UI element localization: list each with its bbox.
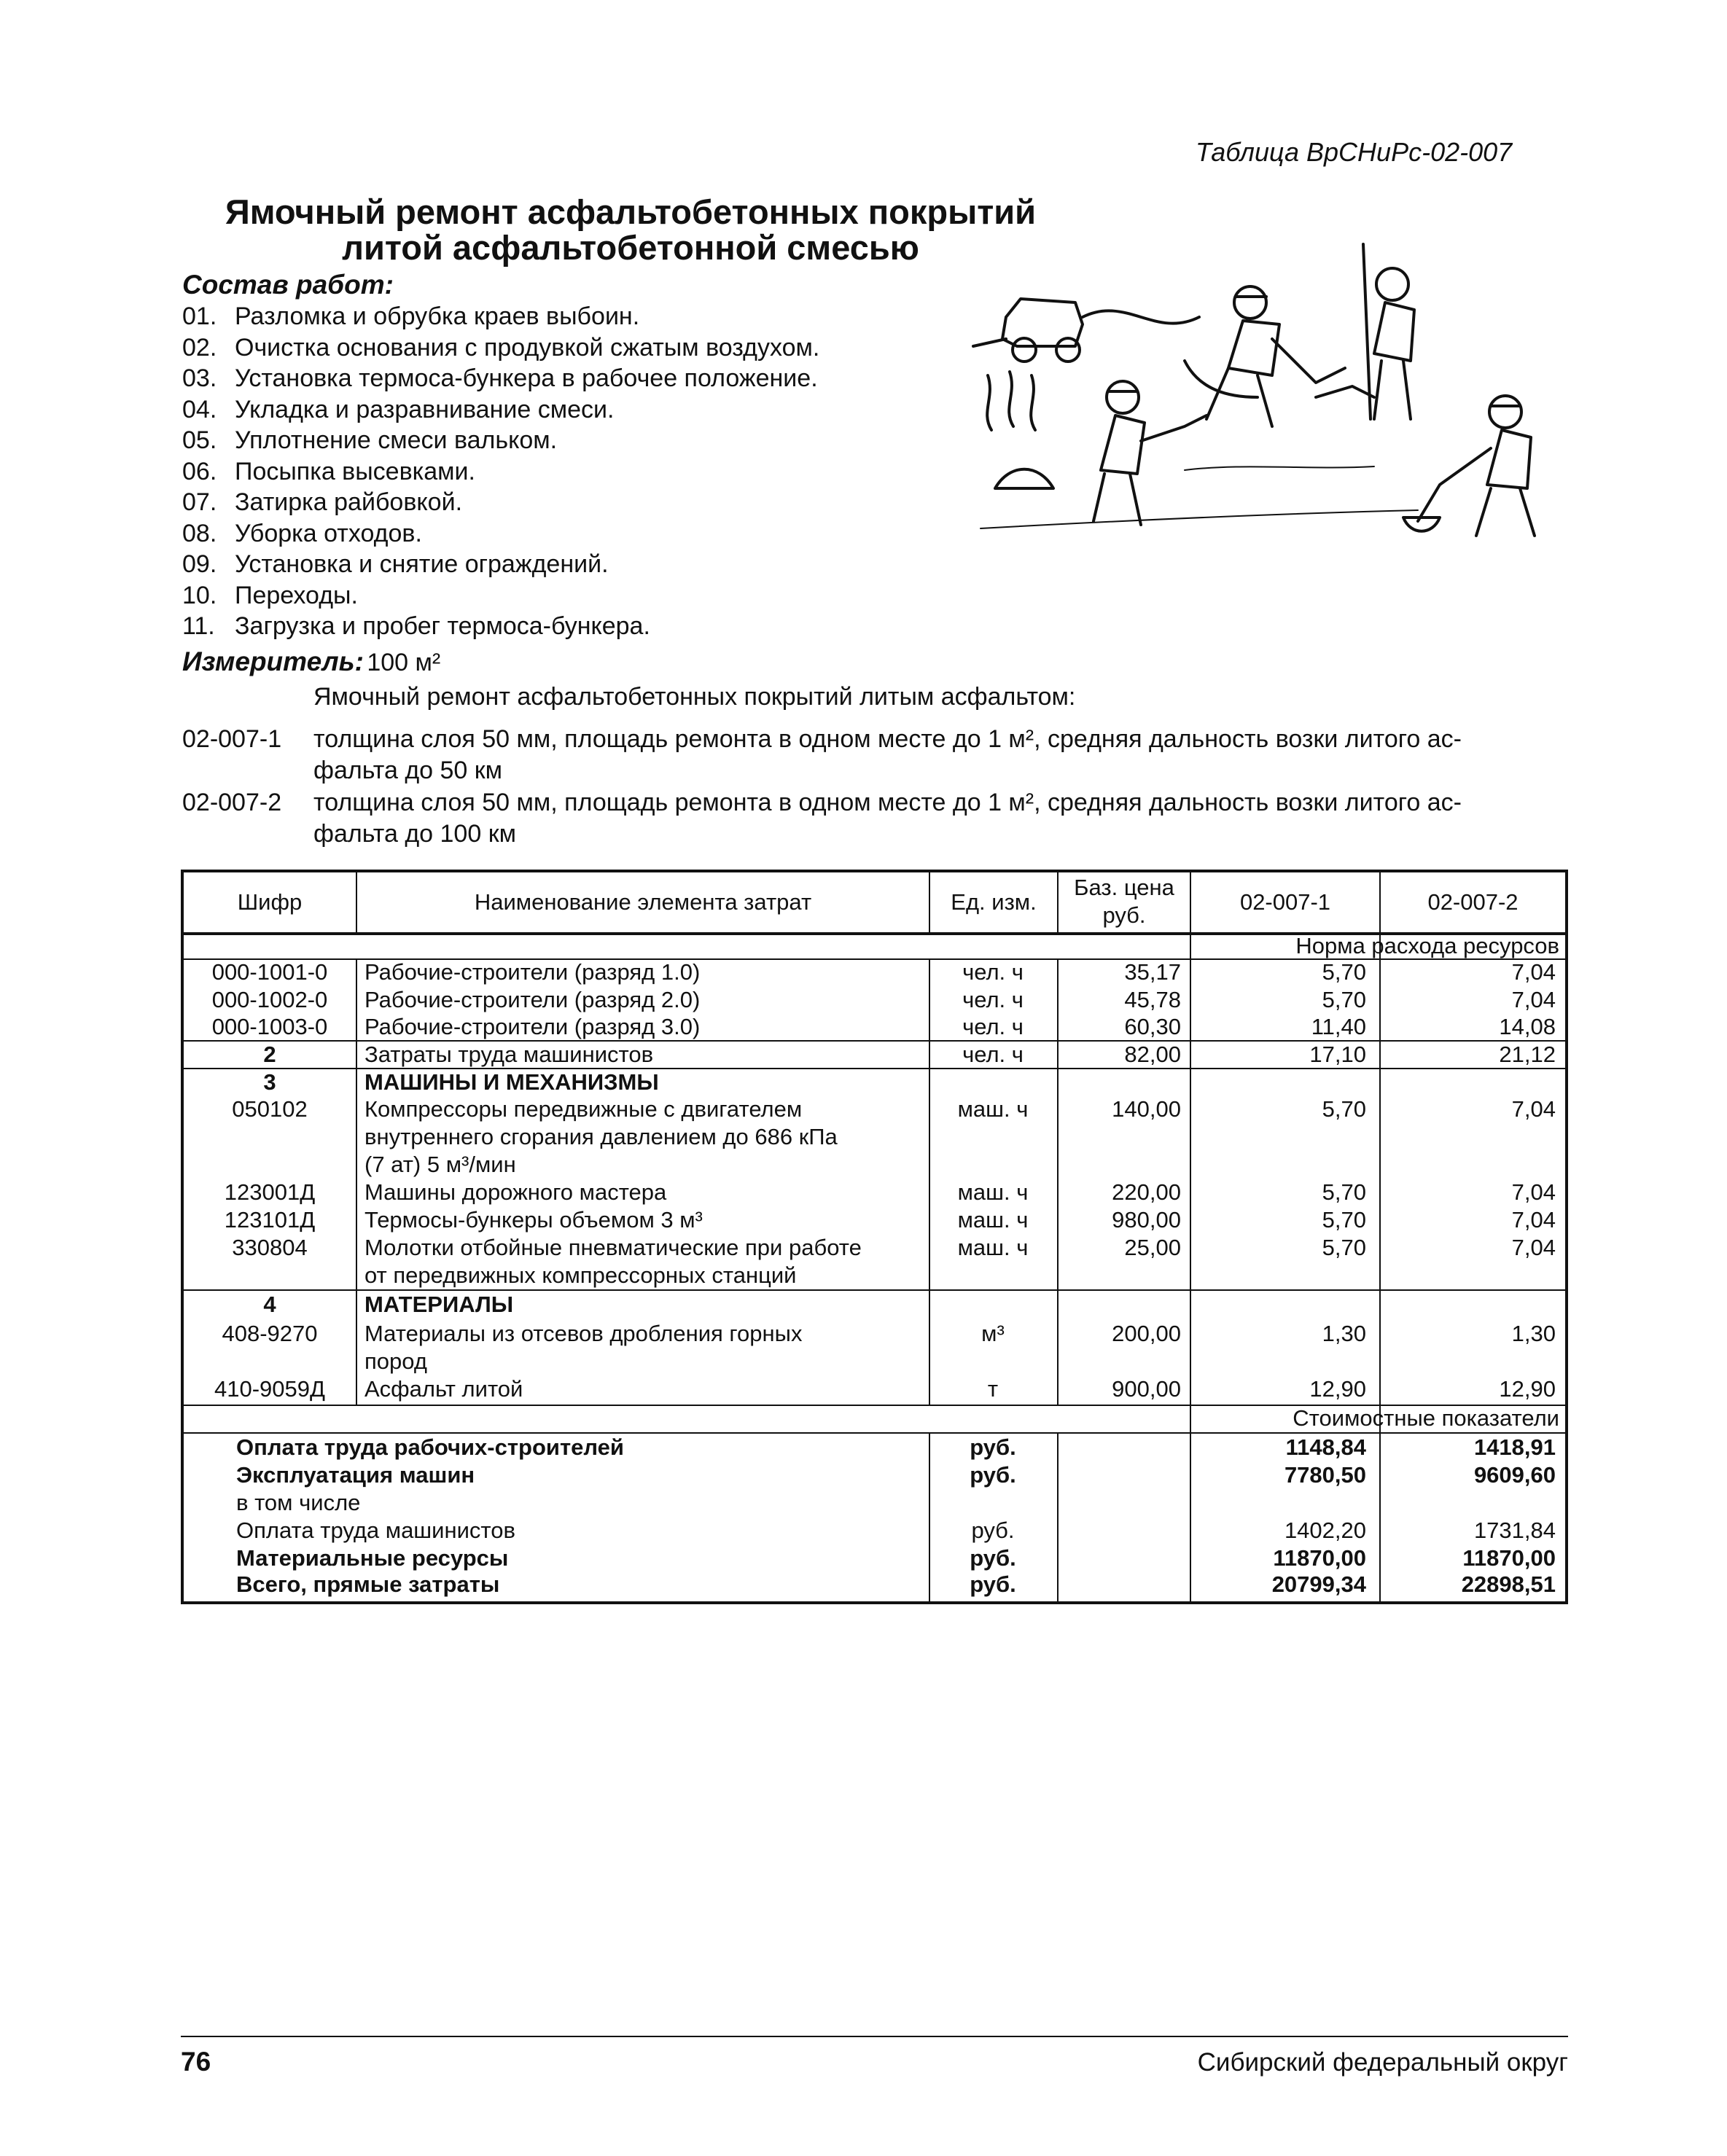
row-value-2: 1,30 (1511, 1321, 1556, 1346)
section-cost-label: Стоимостные показатели (1293, 1405, 1559, 1431)
row-price: 980,00 (1112, 1207, 1181, 1233)
row-value-1: 11,40 (1311, 1014, 1366, 1039)
table-reference: Таблица ВрСНиРс-02-007 (1196, 137, 1513, 167)
row-price: 900,00 (1112, 1376, 1181, 1402)
item-description: толщина слоя 50 мм, площадь ремонта в одном месте до 1 м², средняя дальность возки литого ас- (313, 789, 1462, 816)
cost-unit: руб. (971, 1518, 1015, 1543)
row-value-1: 5,70 (1322, 1096, 1366, 1122)
work-item: 05. Уплотнение смеси вальком. (182, 426, 558, 454)
page-title-line-1: Ямочный ремонт асфальтобетонных покрытий (225, 192, 1037, 231)
items-intro: Ямочный ремонт асфальтобетонных покрытий литым асфальтом: (313, 683, 1076, 711)
row-code: 123101Д (224, 1207, 316, 1233)
col-header-unit: Ед. изм. (951, 889, 1037, 915)
row-unit: маш. ч (957, 1179, 1029, 1205)
row-code: 330804 (232, 1235, 308, 1260)
row-code: 123001Д (224, 1179, 316, 1205)
row-code: 000-1001-0 (211, 959, 328, 985)
section-code: 3 (263, 1069, 276, 1095)
item-description-cont: фальта до 100 км (313, 819, 516, 848)
row-name: Рабочие-строители (разряд 2.0) (364, 987, 701, 1012)
section-norm-label: Норма расхода ресурсов (1295, 933, 1559, 958)
row-value-2: 7,04 (1511, 987, 1556, 1012)
work-item: 04. Укладка и разравнивание смеси. (182, 395, 615, 423)
meter-value: 100 м² (367, 649, 441, 676)
row-unit: маш. ч (957, 1096, 1029, 1122)
cost-value-1: 1148,84 (1285, 1434, 1366, 1460)
row-name: Затраты труда машинистов (364, 1042, 654, 1067)
page-title-line-2: литой асфальтобетонной смесью (342, 228, 919, 267)
row-code: 2 (263, 1042, 276, 1067)
section-code: 4 (263, 1292, 276, 1317)
row-unit: чел. ч (962, 1042, 1024, 1067)
item-description-cont: фальта до 50 км (313, 756, 503, 784)
col-header-02-007-2: 02-007-2 (1427, 889, 1519, 915)
row-code: 410-9059Д (214, 1376, 325, 1402)
row-unit: чел. ч (962, 987, 1024, 1012)
cost-name: Оплата труда машинистов (236, 1518, 515, 1543)
col-header-name: Наименование элемента затрат (474, 889, 812, 915)
row-value-2: 7,04 (1511, 1235, 1556, 1260)
work-item: 10. Переходы. (182, 581, 358, 609)
row-unit: м³ (981, 1321, 1005, 1346)
row-price: 140,00 (1112, 1096, 1181, 1122)
row-value-1: 5,70 (1322, 1207, 1366, 1233)
row-code: 000-1003-0 (211, 1014, 328, 1039)
items-list (182, 724, 1567, 849)
col-header-price-unit: руб. (1102, 902, 1146, 928)
work-item: 01. Разломка и обрубка краев выбоин. (182, 302, 640, 330)
row-price: 220,00 (1112, 1179, 1181, 1205)
row-name-cont: внутреннего сгорания давлением до 686 кПа (364, 1124, 838, 1149)
row-unit: маш. ч (957, 1207, 1029, 1233)
cost-unit: руб. (970, 1571, 1016, 1597)
item-code: 02-007-1 (182, 725, 282, 753)
col-header-02-007-1: 02-007-1 (1239, 889, 1331, 915)
cost-unit: руб. (970, 1462, 1016, 1488)
cost-unit: руб. (970, 1545, 1016, 1571)
meter-line (182, 647, 440, 679)
row-unit: чел. ч (962, 959, 1024, 985)
row-unit: т (987, 1376, 999, 1402)
cost-name: Оплата труда рабочих-строителей (236, 1434, 624, 1460)
row-value-2: 21,12 (1499, 1042, 1556, 1067)
row-price: 45,78 (1124, 987, 1181, 1012)
work-item: 11. Загрузка и пробег термоса-бункера. (182, 612, 650, 640)
cost-name: Всего, прямые затраты (236, 1571, 500, 1597)
cost-value-1: 20799,34 (1271, 1571, 1366, 1597)
cost-value-1: 11870,00 (1273, 1545, 1366, 1571)
work-item: 02. Очистка основания с продувкой сжатым воздухом. (182, 333, 820, 362)
cost-subheading: в том числе (236, 1490, 361, 1515)
cost-value-2: 22898,51 (1461, 1571, 1556, 1597)
row-name: Термосы-бункеры объемом 3 м³ (364, 1207, 703, 1233)
row-value-1: 17,10 (1309, 1042, 1366, 1067)
row-name: Асфальт литой (364, 1376, 523, 1402)
cost-value-2: 1418,91 (1473, 1434, 1556, 1460)
row-value-2: 14,08 (1499, 1014, 1556, 1039)
row-price: 25,00 (1124, 1235, 1181, 1260)
section-title: МАШИНЫ И МЕХАНИЗМЫ (364, 1069, 659, 1095)
row-name: Рабочие-строители (разряд 3.0) (364, 1014, 701, 1039)
row-value-1: 5,70 (1322, 987, 1366, 1012)
row-name: Компрессоры передвижные с двигателем (364, 1096, 803, 1122)
row-value-1: 5,70 (1322, 1179, 1366, 1205)
cost-name: Материальные ресурсы (236, 1545, 509, 1571)
row-value-1: 5,70 (1322, 1235, 1366, 1260)
cost-value-1: 1402,20 (1284, 1518, 1366, 1543)
col-header-price: Баз. цена (1074, 875, 1174, 900)
row-value-2: 7,04 (1511, 1096, 1556, 1122)
work-item: 08. Уборка отходов. (182, 519, 422, 547)
item-02-007-1 (182, 724, 1567, 786)
col-header-code: Шифр (237, 889, 303, 915)
cost-value-1: 7780,50 (1284, 1462, 1366, 1488)
footer-region: Сибирский федеральный округ (1197, 2048, 1568, 2077)
row-price: 60,30 (1124, 1014, 1181, 1039)
meter-label: Измеритель: (182, 647, 364, 676)
resource-table (181, 870, 1568, 1604)
cost-name: Эксплуатация машин (236, 1462, 475, 1488)
cost-unit: руб. (970, 1434, 1016, 1460)
work-item: 06. Посыпка высевками. (182, 457, 475, 485)
cost-value-2: 1731,84 (1473, 1518, 1556, 1543)
row-price: 35,17 (1124, 959, 1181, 985)
row-price: 200,00 (1112, 1321, 1181, 1346)
footer-divider (181, 2036, 1568, 2037)
item-description: толщина слоя 50 мм, площадь ремонта в одном месте до 1 м², средняя дальность возки литого ас- (313, 725, 1462, 753)
work-item: 07. Затирка райбовкой. (182, 488, 463, 516)
work-composition-list (182, 301, 984, 642)
row-code: 408-9270 (222, 1321, 318, 1346)
row-value-1: 5,70 (1322, 959, 1366, 985)
work-item: 03. Установка термоса-бункера в рабочее положение. (182, 364, 818, 392)
page-number: 76 (181, 2047, 211, 2077)
row-name-cont: (7 ат) 5 м³/мин (364, 1152, 516, 1177)
road-workers-illustration (966, 230, 1571, 594)
work-item: 09. Установка и снятие ограждений. (182, 550, 609, 578)
row-name: Молотки отбойные пневматические при работе (364, 1235, 862, 1260)
item-02-007-2 (182, 787, 1567, 849)
row-unit: чел. ч (962, 1014, 1024, 1039)
row-value-1: 12,90 (1309, 1376, 1366, 1402)
row-name-cont: от передвижных компрессорных станций (364, 1262, 797, 1288)
row-price: 82,00 (1124, 1042, 1181, 1067)
row-name-cont: пород (364, 1348, 427, 1374)
row-name: Материалы из отсевов дробления горных (364, 1321, 803, 1346)
row-unit: маш. ч (957, 1235, 1029, 1260)
row-name: Машины дорожного мастера (364, 1179, 667, 1205)
row-value-1: 1,30 (1322, 1321, 1366, 1346)
row-value-2: 12,90 (1499, 1376, 1556, 1402)
row-code: 000-1002-0 (211, 987, 328, 1012)
row-value-2: 7,04 (1511, 959, 1556, 985)
row-code: 050102 (232, 1096, 308, 1122)
row-value-2: 7,04 (1511, 1207, 1556, 1233)
section-title: МАТЕРИАЛЫ (364, 1292, 514, 1317)
row-name: Рабочие-строители (разряд 1.0) (364, 959, 701, 985)
item-code: 02-007-2 (182, 789, 282, 816)
work-composition-heading: Состав работ: (182, 270, 394, 300)
row-value-2: 7,04 (1511, 1179, 1556, 1205)
cost-value-2: 9609,60 (1473, 1462, 1556, 1488)
cost-value-2: 11870,00 (1462, 1545, 1556, 1571)
